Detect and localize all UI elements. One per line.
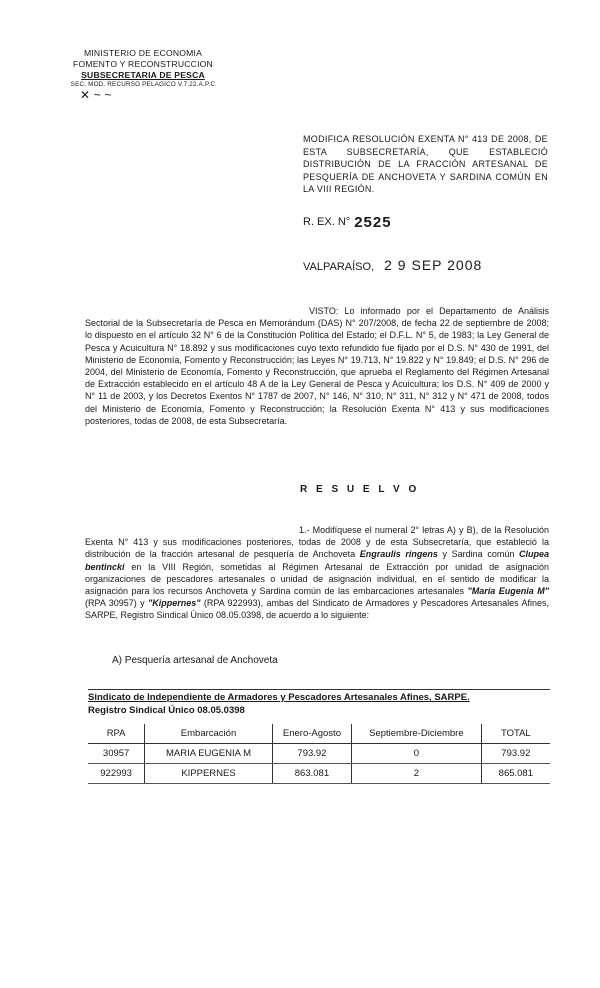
union-registry: Registro Sindical Único 08.05.0398 [88, 704, 245, 716]
cell-septiembre-diciembre: 2 [352, 764, 482, 784]
boat-kippernes: "Kippernes" [147, 598, 201, 609]
quota-table-header-row [88, 724, 550, 744]
union-header [88, 689, 550, 717]
species-anchoveta: Engraulis ringens [359, 549, 438, 560]
article-text-d: (RPA 30957) y [85, 598, 148, 609]
article-text-a: 1.- Modifíquese el numeral 2° letras A) y B), de la Resolución Exenta N° 413 y sus modificaciones posteriores, todas de 2008 y de esta Subsecretaría, que estableció la distribución de la fracción artesanal de pesquería de Anchoveta [85, 525, 549, 560]
article-text-b: y Sardina común [437, 549, 519, 560]
date-stamp: 2 9 SEP 2008 [384, 257, 483, 273]
table-row [88, 764, 550, 784]
union-name: Sindicato de Independiente de Armadores y Pescadores Artesanales Afines, SARPE. [88, 692, 470, 703]
letterhead-ministry-2: FOMENTO Y RECONSTRUCCION [73, 59, 213, 69]
cell-total: 865.081 [481, 764, 550, 784]
header-enero-agosto: Enero-Agosto [272, 724, 351, 744]
cell-embarcacion: MARIA EUGENIA M [145, 744, 273, 764]
letterhead [58, 48, 228, 101]
boat-maria-eugenia: "María Eugenia M" [467, 586, 549, 597]
species-sardina: Clupea bentincki [85, 549, 549, 572]
article-text-e: (RPA 922993), ambas del Sindicato de Armadores y Pescadores Artesanales Afines, SARPE, Registro Sindical Único 08.05.0398, de acuerdo a lo siguiente: [85, 598, 549, 621]
header-septiembre-diciembre: Septiembre-Diciembre [352, 724, 482, 744]
cell-septiembre-diciembre: 0 [352, 744, 482, 764]
cell-rpa: 922993 [88, 764, 145, 784]
cell-enero-agosto: 863.081 [272, 764, 351, 784]
letterhead-ministry: MINISTERIO DE ECONOMIA [83, 48, 203, 58]
letterhead-department: SEC. MOD. RECURSO PELAGICO V.7.22.A.P.C [70, 81, 216, 88]
header-embarcacion: Embarcación [145, 724, 273, 744]
section-a-heading: A) Pesquería artesanal de Anchoveta [112, 655, 278, 666]
resolution-article-1 [85, 524, 549, 622]
resuelvo-heading: R E S U E L V O [300, 484, 420, 495]
cell-embarcacion: KIPPERNES [145, 764, 273, 784]
letterhead-initials: ✕ ~ ~ [80, 88, 112, 102]
cell-rpa: 30957 [88, 744, 145, 764]
resolution-number-value: 2525 [354, 214, 392, 231]
cell-enero-agosto: 793.92 [272, 744, 351, 764]
visto-paragraph: VISTO: Lo informado por el Departamento de Análisis Sectorial de la Subsecretaría de Pesca en Memorándum (DAS) N° 207/2008, de fecha 22 de septiembre de 2008; lo dispuesto en el artículo 32 N° 6 de la Constitución Política del Estado; el D.F.L. N° 5, de 1983; la Ley General de Pesca y Acuicultura N° 18.892 y sus modificaciones cuyo texto refundido fue fijado por el D.S. N° 430 de 1991, del Ministerio de Economía, Fomento y Reconstrucción; las Leyes N° 19.713, N° 19.822 y N° 19.849; el D.S. N° 296 de 2004, del Ministerio de Economía, Fomento y Reconstrucción, que aprueba el Reglamento del Régimen Artesanal de Extracción establecido en el artículo 48 A de la Ley General de Pesca y Acuicultura; los D.S. N° 409 de 2000 y N° 11 de 2003, y los Decretos Exentos N° 1787 de 2007, N° 146, N° 310, N° 311, N° 312 y N° 471 de 2008, todos del Ministerio de Economía, Fomento y Reconstrucción; la Resolución Exenta N° 413 y sus modificaciones posteriores, todas de 2008, de esta Subsecretaría. [85, 306, 549, 426]
quota-table [88, 724, 550, 784]
place: VALPARAÍSO, [303, 261, 375, 273]
resolution-subject: MODIFICA RESOLUCIÓN EXENTA N° 413 DE 2008, DE ESTA SUBSECRETARÍA, QUE ESTABLECIÓ DISTRIBUCIÓN DE LA FRACCIÓN ARTESANAL DE PESQUERÍA DE ANCHOVETA Y SARDINA COMÚN EN LA VIII REGIÓN. [303, 134, 548, 194]
header-rpa: RPA [88, 724, 145, 744]
table-row [88, 744, 550, 764]
place-date [303, 257, 482, 273]
cell-total: 793.92 [481, 744, 550, 764]
resolution-number [303, 212, 392, 229]
resolution-number-label: R. EX. N° [303, 216, 351, 228]
article-text-c: en la VIII Región, sometidas al Régimen Artesanal de Extracción por unidad de asignación organizaciones de pescadores artesanales o unidad de asignación individual, en el sentido de modificar la asignación para los recursos Anchoveta y Sardina común de las embarcaciones artesanales [85, 561, 549, 597]
header-total: TOTAL [481, 724, 550, 744]
letterhead-subsecretaria: SUBSECRETARIA DE PESCA [81, 70, 205, 80]
